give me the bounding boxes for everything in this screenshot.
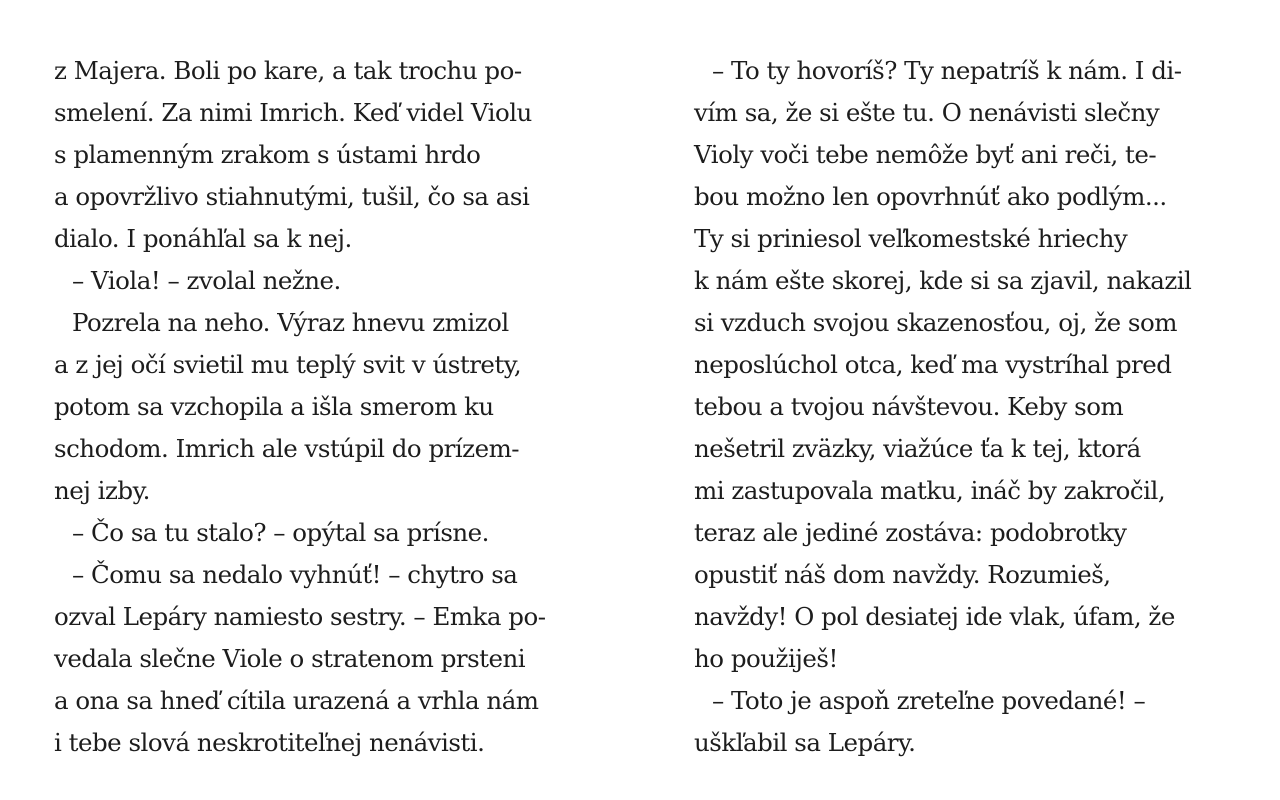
text-line: s plamenným zrakom s ústami hrdo (54, 140, 481, 169)
text-line: si vzduch svojou skazenosťou, oj, že som (694, 308, 1177, 337)
text-line: – To ty hovoríš? Ty nepatríš k nám. I di- (712, 56, 1182, 85)
text-line: a opovržlivo stiahnutými, tušil, čo sa asi (54, 182, 530, 211)
text-line: teraz ale jediné zostáva: podobrotky (694, 518, 1127, 547)
text-line: Ty si priniesol veľkomestské hriechy (694, 224, 1128, 253)
text-line: k nám ešte skorej, kde si sa zjavil, nakazil (694, 266, 1192, 295)
text-line: potom sa vzchopila a išla smerom ku (54, 392, 494, 421)
text-line: neposlúchol otca, keď ma vystríhal pred (694, 350, 1172, 379)
text-line: nešetril zväzky, viažúce ťa k tej, ktorá (694, 434, 1141, 463)
text-line: – Toto je aspoň zreteľne povedané! – (712, 686, 1146, 715)
left-page-text (54, 50, 594, 764)
text-line: a ona sa hneď cítila urazená a vrhla nám (54, 686, 539, 715)
text-line: vedala slečne Viole o stratenom prsteni (54, 644, 526, 673)
text-line: opustiť náš dom navždy. Rozumieš, (694, 560, 1111, 589)
text-line: bou možno len opovrhnúť ako podlým... (694, 182, 1167, 211)
text-line: i tebe slová neskrotiteľnej nenávisti. (54, 728, 485, 757)
text-line: ho použiješ! (694, 644, 838, 673)
text-line: Violy voči tebe nemôže byť ani reči, te- (694, 140, 1157, 169)
text-line: ozval Lepáry namiesto sestry. – Emka po- (54, 602, 546, 631)
text-line: – Viola! – zvolal nežne. (72, 266, 341, 295)
right-page-text (694, 50, 1234, 764)
text-line: – Čo sa tu stalo? – opýtal sa prísne. (72, 518, 489, 547)
text-line: nej izby. (54, 476, 150, 505)
text-line: Pozrela na neho. Výraz hnevu zmizol (72, 308, 509, 337)
text-line: mi zastupovala matku, ináč by zakročil, (694, 476, 1166, 505)
text-line: dialo. I ponáhľal sa k nej. (54, 224, 352, 253)
text-line: schodom. Imrich ale vstúpil do prízem- (54, 434, 520, 463)
text-line: – Čomu sa nedalo vyhnúť! – chytro sa (72, 560, 518, 589)
text-line: uškľabil sa Lepáry. (694, 728, 916, 757)
text-line: smelení. Za nimi Imrich. Keď videl Violu (54, 98, 532, 127)
text-line: tebou a tvojou návštevou. Keby som (694, 392, 1124, 421)
text-line: a z jej očí svietil mu teplý svit v ústrety, (54, 350, 522, 379)
text-line: z Majera. Boli po kare, a tak trochu po- (54, 56, 522, 85)
text-line: navždy! O pol desiatej ide vlak, úfam, že (694, 602, 1175, 631)
text-line: vím sa, že si ešte tu. O nenávisti slečny (694, 98, 1160, 127)
